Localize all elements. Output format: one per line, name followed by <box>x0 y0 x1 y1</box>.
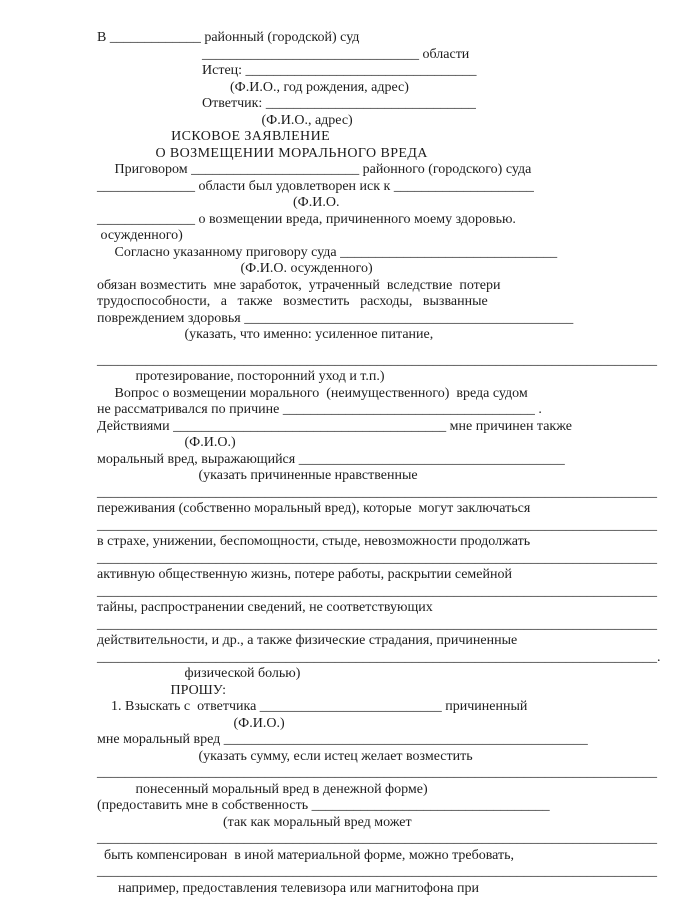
document-line: активную общественную жизнь, потере работы, раскрытии семейной <box>97 567 512 582</box>
document-line: в страхе, унижении, беспомощности, стыде, невозможности продолжать <box>97 534 531 549</box>
document-line: ______________ области был удовлетворен иск к ____________________ <box>97 178 534 194</box>
document-line: моральный вред, выражающийся ______________________________________ <box>97 451 565 467</box>
parenthetical-hint-line: (указать сумму, если истец желает возместить <box>97 748 473 764</box>
blank-fill-line: ________________________________________________________________________________. <box>97 649 661 665</box>
blank-fill-line: ________________________________________________________________________________ <box>97 517 657 533</box>
blank-fill-line: ________________________________________________________________________________ <box>97 484 657 500</box>
parenthetical-hint-line: (Ф.И.О.) <box>97 715 285 731</box>
blank-fill-line: ________________________________________________________________________________ <box>97 831 657 846</box>
blank-fill-line: ________________________________________________________________________________ <box>97 583 657 599</box>
document-line: повреждением здоровья _______________________________________________ <box>97 310 574 326</box>
blank-fill-line: ________________________________________________________________________________ <box>97 352 657 368</box>
document-line: трудоспособности, а также возместить расходы, вызванные <box>97 294 488 309</box>
parenthetical-hint-line: (Ф.И.О. <box>97 195 340 210</box>
document-line: например, предоставления телевизора или магнитофона при <box>97 880 480 896</box>
document-line: обязан возместить мне заработок, утраченный вследствие потери <box>97 277 501 293</box>
document-line: мне моральный вред ____________________________________________________ <box>97 732 588 747</box>
document-line: тайны, распространении сведений, не соответствующих <box>97 600 433 615</box>
document-line: 1. Взыскать с ответчика __________________________ причиненный <box>97 699 528 714</box>
document-title-line: О ВОЗМЕЩЕНИИ МОРАЛЬНОГО ВРЕДА <box>97 145 428 161</box>
parenthetical-hint-line: физической болью) <box>97 666 301 681</box>
parenthetical-hint-line: (указать причиненные нравственные <box>97 468 418 483</box>
document-line: действительности, и др., а также физические страдания, причиненные <box>97 633 518 648</box>
document-line: переживания (собственно моральный вред), которые могут заключаться <box>97 501 531 516</box>
defendant-hint-line: (Ф.И.О., адрес) <box>97 112 353 128</box>
blank-fill-line: ________________________________________________________________________________ <box>97 765 657 780</box>
document-body <box>97 30 664 897</box>
document-line: ПРОШУ: <box>97 682 227 698</box>
parenthetical-hint-line: (указать, что именно: усиленное питание, <box>97 327 434 342</box>
document-line: Вопрос о возмещении морального (неимущественного) вреда судом <box>97 385 528 401</box>
defendant-line: Ответчик: ______________________________ <box>97 96 476 111</box>
parenthetical-hint-line: осужденного) <box>97 228 183 243</box>
blank-fill-line: ________________________________________________________________________________ <box>97 550 657 566</box>
region-line: _______________________________ области <box>97 46 470 62</box>
parenthetical-hint-line: (так как моральный вред может <box>97 814 412 830</box>
blank-fill-line: ________________________________________________________________________________ <box>97 864 657 879</box>
plaintiff-hint-line: (Ф.И.О., год рождения, адрес) <box>97 79 409 95</box>
document-line: Действиями _______________________________________ мне причинен также <box>97 418 572 434</box>
plaintiff-line: Истец: _________________________________ <box>97 63 477 78</box>
document-title-line: ИСКОВОЕ ЗАЯВЛЕНИЕ <box>97 129 331 144</box>
document-line: ______________ о возмещении вреда, причиненного моему здоровью. <box>97 211 516 227</box>
parenthetical-hint-line: (Ф.И.О. осужденного) <box>97 261 373 276</box>
document-line: Приговором ________________________ районного (городского) суда <box>97 162 532 177</box>
court-line: В _____________ районный (городской) суд <box>97 30 360 45</box>
document-line: не рассматривался по причине ____________________________________ . <box>97 402 542 417</box>
blank-fill-line: ________________________________________________________________________________ <box>97 616 657 632</box>
parenthetical-hint-line: (Ф.И.О.) <box>97 435 236 450</box>
document-line: быть компенсирован в иной материальной форме, можно требовать, <box>97 847 514 863</box>
parenthetical-hint-line: протезирование, посторонний уход и т.п.) <box>97 369 385 384</box>
document-line: Согласно указанному приговору суда _______________________________ <box>97 244 558 260</box>
parenthetical-hint-line: понесенный моральный вред в денежной форме) <box>97 781 428 797</box>
document-line: (предоставить мне в собственность __________________________________ <box>97 798 550 813</box>
